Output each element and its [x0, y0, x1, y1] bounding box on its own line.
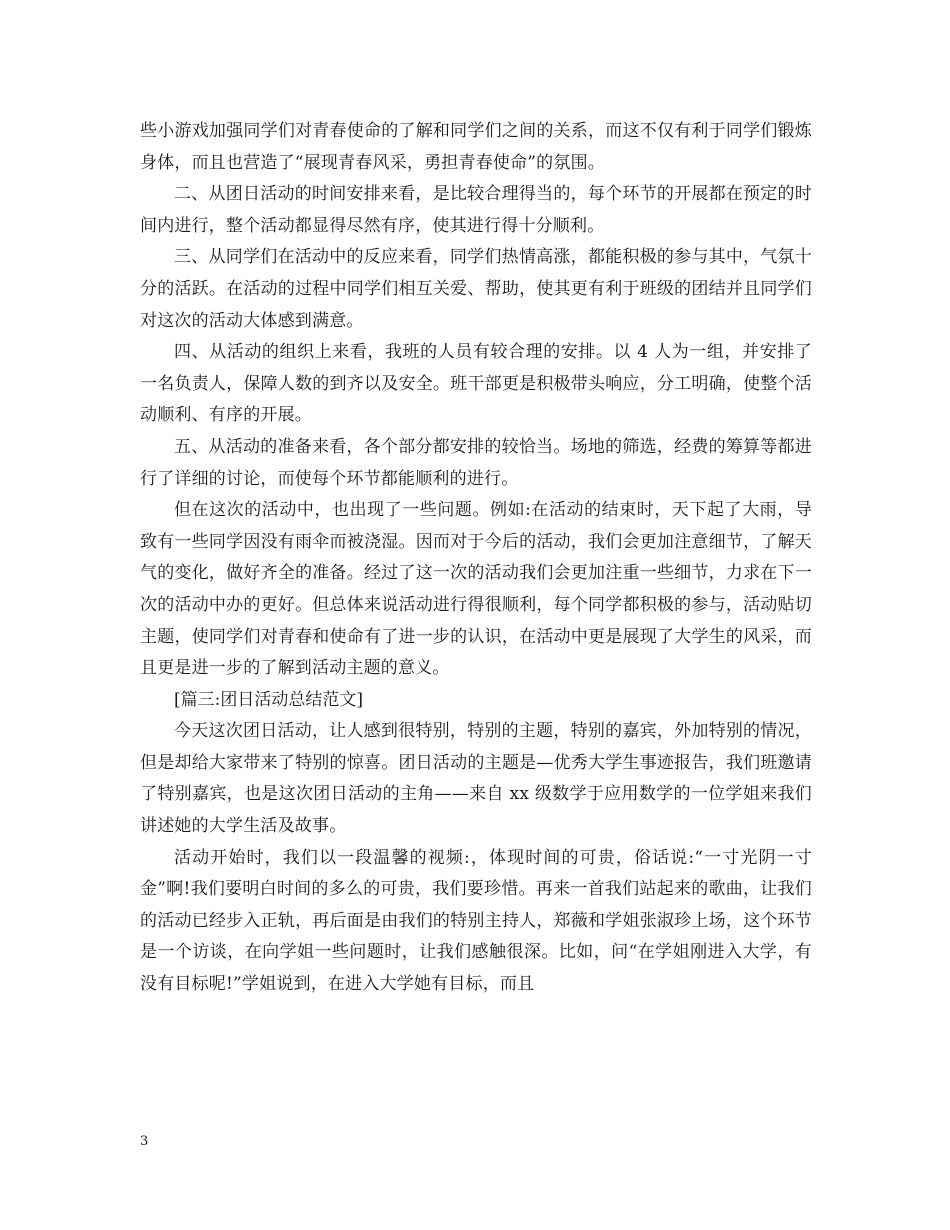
paragraph-time-arrangement: 二、从团日活动的时间安排来看，是比较合理得当的，每个环节的开展都在预定的时间内进行，整个活动都显得尽然有序，使其进行得十分顺利。: [140, 184, 812, 236]
paragraph-organization: 四、从活动的组织上来看，我班的人员有较合理的安排。以 4 人为一组，并安排了一名负责人，保障人数的到齐以及安全。班干部更是积极带头响应，分工明确，使整个活动顺利、有序的开展。: [140, 342, 812, 426]
paragraph-activity-start: 活动开始时，我们以一段温馨的视频:，体现时间的可贵，俗话说:“一寸光阴一寸金”啊!我们要明白时间的多么的可贵，我们要珍惜。再来一首我们站起来的歌曲，让我们的活动已经步入正轨，再后面是由我们的特别主持人，郑薇和学姐张淑珍上场，这个环节是一个访谈，在向学姐一些问题时，让我们感触很深。比如，问“在学姐刚进入大学，有没有目标呢!”学姐说到，在进入大学她有目标，而且: [140, 847, 812, 995]
paragraph-section-intro: 今天这次团日活动，让人感到很特别，特别的主题，特别的嘉宾，外加特别的情况，但是却给大家带来了特别的惊喜。团日活动的主题是—优秀大学生事迹报告，我们班邀请了特别嘉宾，也是这次团日活动的主角——来自 xx 级数学于应用数学的一位学姐来我们讲述她的大学生活及故事。: [140, 721, 812, 837]
document-body: [140, 116, 812, 1001]
paragraph-preparation: 五、从活动的准备来看，各个部分都安排的较恰当。场地的筛选，经费的筹算等都进行了详细的讨论，而使每个环节都能顺利的进行。: [140, 436, 812, 489]
page-number: 3: [140, 1134, 149, 1149]
section-heading: [篇三:团日活动总结范文]: [174, 689, 363, 710]
paragraph-student-reaction: 三、从同学们在活动中的反应来看，同学们热情高涨，都能积极的参与其中，气氛十分的活跃。在活动的过程中同学们相互关爱、帮助，使其更有利于班级的团结并且同学们对这次的活动大体感到满意。: [140, 247, 812, 331]
paragraph-problems: 但在这次的活动中，也出现了一些问题。例如:在活动的结束时，天下起了大雨，导致有一些同学因没有雨伞而被浇湿。因而对于今后的活动，我们会更加注意细节，了解天气的变化，做好齐全的准备。经过了这一次的活动我们会更加注重一些细节，力求在下一次的活动中办的更好。但总体来说活动进行得很顺利，每个同学都积极的参与，活动贴切主题，使同学们对青春和使命有了进一步的认识，在活动中更是展现了大学生的风采，而且更是进一步的了解到活动主题的意义。: [140, 500, 812, 679]
paragraph-continuation: 些小游戏加强同学们对青春使命的了解和同学们之间的关系，而这不仅有利于同学们锻炼身体，而且也营造了“展现青春风采，勇担青春使命”的氛围。: [140, 121, 812, 173]
